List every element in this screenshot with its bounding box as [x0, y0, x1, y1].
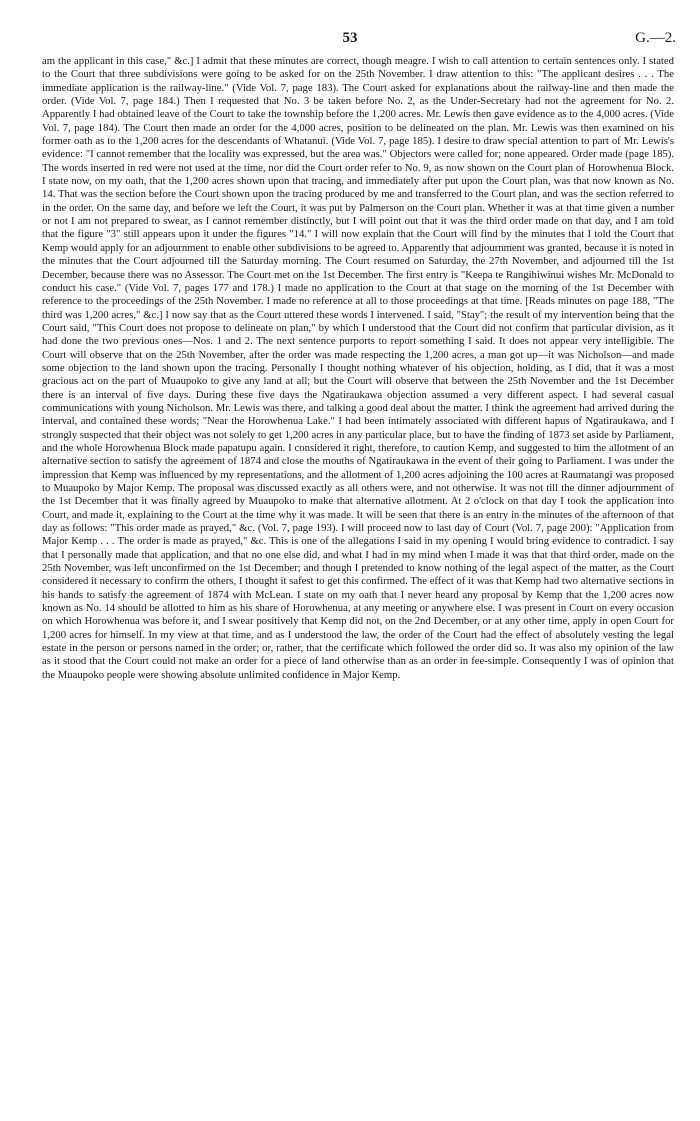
body-text-column — [42, 55, 674, 682]
body-paragraph: am the applicant in this case," &c.] I admit that these minutes are correct, though meagre. I wish to call attention to certain sentences only. I stated to the Court that three subdivisions were going to be asked for on the 25th November. I draw attention to this: "The applicant desires . . . The immediate application is the railway-line." (Vide Vol. 7, page 183). The Court asked for explanations about the railway-line and then made the order. (Vide Vol. 7, page 184.) Then I requested that No. 3 be taken before No. 2, as the Under-Secretary had not the agreement for No. 2. Apparently I had obtained leave of the Court to take the township before the 1,200 acres. Mr. Lewis then gave evidence as to the 4,000 acres. (Vide Vol. 7, page 184). The Court then made an order for the 4,000 acres, position to be delineated on the plan. Mr. Lewis was then examined on his former oath as to the 1,200 acres for the descendants of Whatanui. (Vide Vol. 7, page 185). I desire to draw special attention to part of Mr. Lewis's evidence: "I cannot remember that the locality was expressed, but the area was." Objectors were called for; none appeared. Order made (page 185). The words inserted in red were not used at the time, nor did the Court order refer to No. 9, as now shown on the Court plan of Horowhenua Block. I state now, on my oath, that the 1,200 acres shown upon that tracing, and immediately after put upon the Court plan, was that now known as No. 14. That was the section before the Court shown upon the tracing produced by me and transferred to the Court plan, and was the section referred to in the order. On the same day, and before we left the Court, it was put by Palmerson on the Court plan. Whether it was at that time given a number or not I am not prepared to swear, as I cannot remember distinctly, but I will point out that it was the third order made on that day, and I am told that the figure "3" still appears upon it under the figures "14." I will now explain that the Court will find by the minutes that I told the Court that Kemp would apply for an adjournment to enable other subdivisions to be agreed to. Apparently that adjournment was granted, because it is noted in the minutes that the Court adjourned till the Saturday morning. The Court resumed on Saturday, the 27th November, and adjourned till the 1st December, because there was no Assessor. The Court met on the 1st December. The first entry is "Keepa te Rangihiwinui wishes Mr. McDonald to conduct his case." (Vide Vol. 7, pages 177 and 178.) I made no application to the Court at that stage on the morning of the 1st December with reference to the proceedings of the 25th November. I made no reference at all to those proceedings at that time. [Reads minutes on page 188, "The third was 1,200 acres," &c.] I now say that as the Court uttered these words I intervened. I said, "Stay"; the result of my intervention being that the Court said, "This Court does not propose to delineate on plan," by which I understood that the Court did not confirm that particular division, as it had done the two previous ones—Nos. 1 and 2. The next sentence purports to report something I said. It does not appear very intelligible. The Court will observe that on the 25th November, after the order was made respecting the 1,200 acres, a man got up—it was Nicholson—and made some objection to the land shown upon the tracing. Personally I thought nothing whatever of his objection, holding, as I did, that it was a most gracious act on the part of Muaupoko to give any land at all; but the Court will observe that between the 25th November and the 1st December there is an interval of five days. During these five days the Ngatiraukawa objection assumed a very different aspect. I had several casual communications with young Nicholson. Mr. Lewis was there, and talking a good deal about the matter. I think the agreement had arrived during the interval, and contained these words; "Near the Horowhenua Lake." I had been intimately associated with different hapus of Ngatiraukawa, and I strongly suspected that their object was not solely to get 1,200 acres in any particular place, but to have the finding of 1873 set aside by Parliament, and the whole Horowhenua Block made papatupu again. I considered it right, therefore, to caution Kemp, and suggested to him the allotment of an alternative section to satisfy the agreement of 1874 and close the mouths of Ngatiraukawa in the event of their going to Parliament. I was under the impression that Kemp was influenced by my representations, and the allotment of 1,200 acres adjoining the 100 acres at Raumatangi was proposed to Muaupoko by Major Kemp. The proposal was discussed exactly as all others were, and not otherwise. It was not till the dinner adjournment of the 1st December that it was finally agreed by Muaupoko to make that alternative allotment. At 2 o'clock on that day I took the application into Court, and made it, explaining to the Court at the time why it was made. It will be seen that there is an entry in the minutes of the afternoon of that day as follows: "This order made as prayed," &c. (Vol. 7, page 193). I will proceed now to last day of Court (Vol. 7, page 200): "Application from Major Kemp . . . The order is made as prayed," &c. This is one of the allegations I said in my opening I would bring evidence to contradict. I say that I personally made that application, and that no one else did, and what I had in my mind when I made it was that that third order, made on the 25th November, was left unconfirmed on the 1st December; and though I pretended to know nothing of the legal aspect of the matter, as the Court considered it necessary to confirm the others, I thought it safest to get this confirmed. The effect of it was that Kemp had two alternative sections in his hands to satisfy the agreement of 1874 with McLean. I state on my oath that I never heard any proposal by Kemp that the 1,200 acres now known as No. 14 should be allotted to him as his share of Horowhenua, at any meeting or anywhere else. I was present in Court on every occasion on which Horowhenua was before it, and I swear positively that Kemp did not, on the 2nd December, or at any other time, apply in open Court for 1,200 acres for himself. In my view at that time, and as I understood the law, the order of the Court had the effect of absolutely vesting the legal estate in the person or persons named in the order; or, rather, that the certificate which followed the order did so. It was also my opinion of the law as it stood that the Court could not make an order for a piece of land otherwise than as an order in fee-simple. Consequently I was of opinion that the Muaupoko people were showing absolute unlimited confidence in Major Kemp. — [42, 55, 674, 681]
document-reference: G.—2. — [635, 30, 676, 46]
page-number: 53 — [342, 30, 358, 46]
